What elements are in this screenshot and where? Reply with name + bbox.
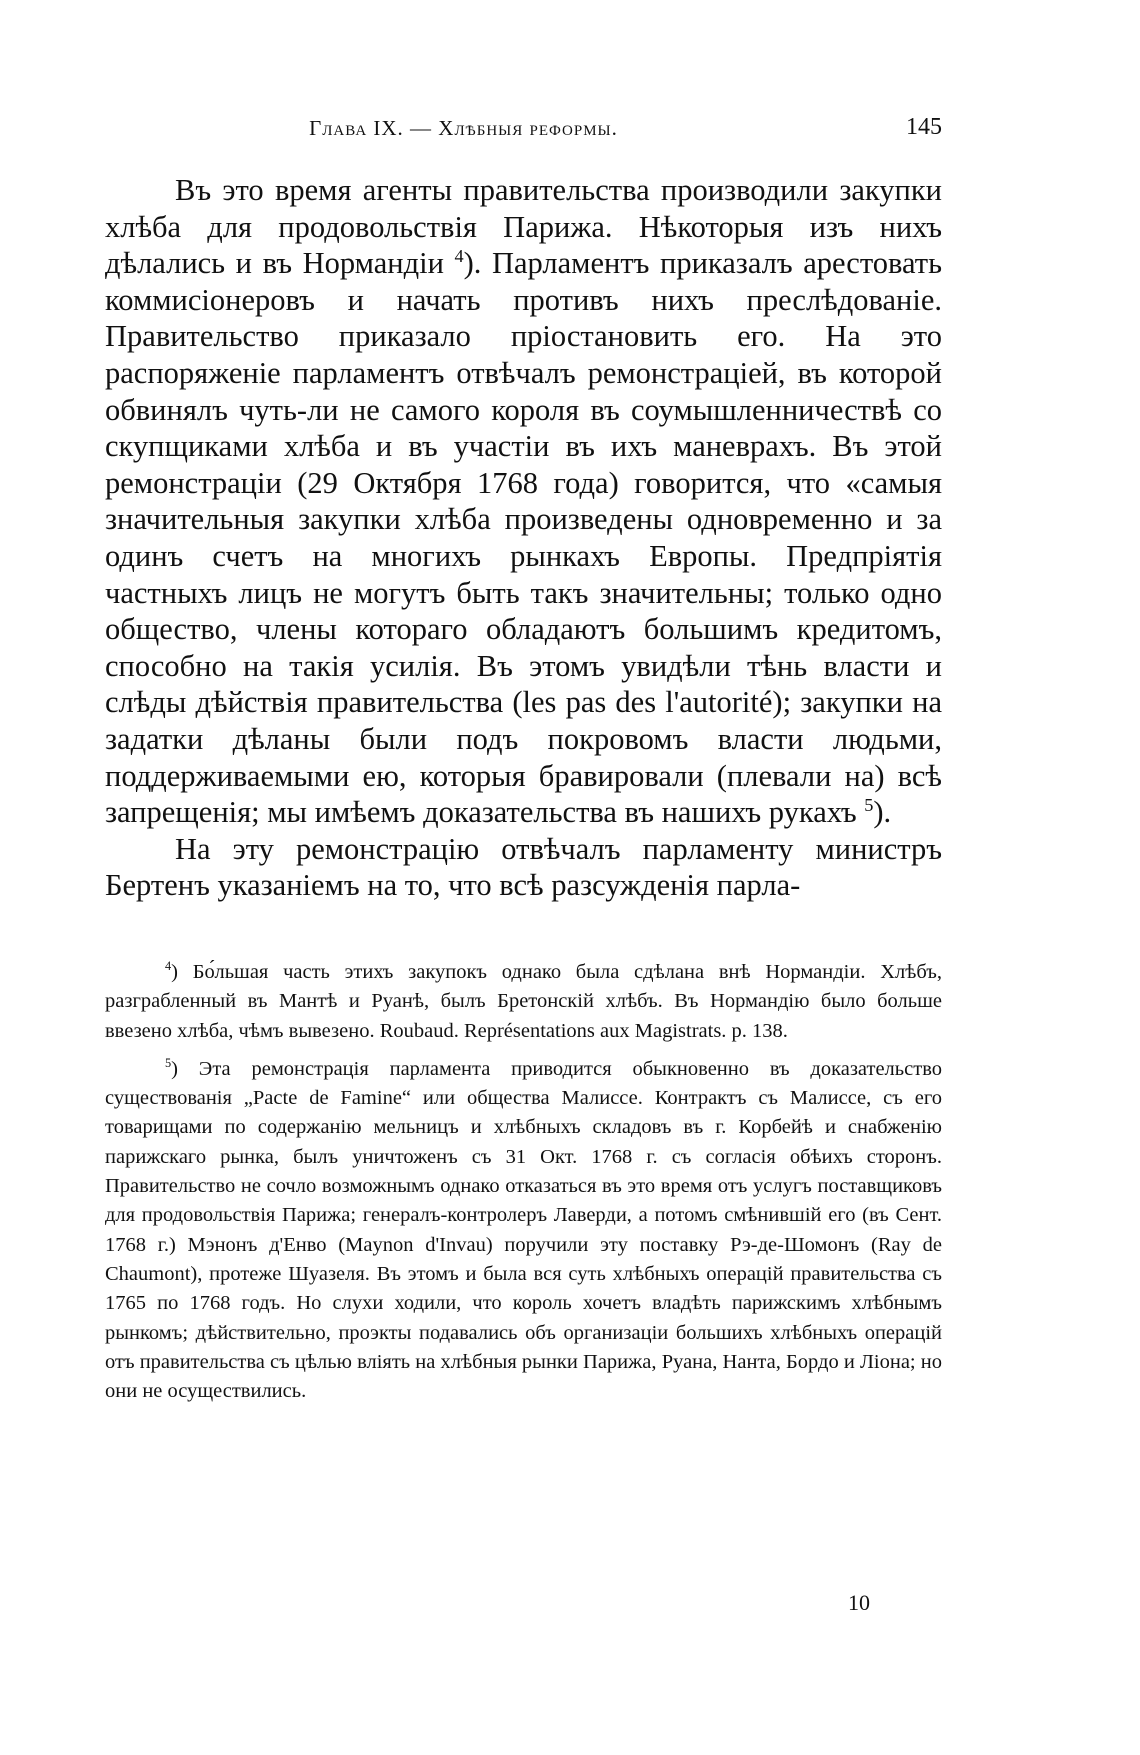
- paragraph-text: ).: [873, 795, 892, 830]
- footnote-ref-4: 4: [454, 246, 464, 267]
- footnotes: [105, 958, 942, 1406]
- main-text: [105, 172, 942, 904]
- footnote-5: [105, 1055, 942, 1407]
- paragraph-text: Въ это время агенты правительства производили закупки хлѣба для продовольствія Парижа. Нѣкоторыя изъ нихъ дѣлались и въ Нормандіи: [105, 173, 942, 281]
- footnote-ref-5: 5: [864, 794, 874, 815]
- running-head: Глава IX. — Хлѣбныя реформы.: [309, 116, 618, 140]
- paragraph-text: ). Парламентъ приказалъ арестовать коммисіонеровъ и начать противъ нихъ преслѣдованіе. Правительство приказало пріостановить его. На это распоряженіе парламентъ отвѣчалъ ремонстраціей, въ которой обвинялъ чуть-ли не самого короля въ соумышленничествѣ со скупщиками хлѣба и въ участіи въ ихъ маневрахъ. Въ этой ремонстраціи (29 Октября 1768 года) говорится, что «самыя значительныя закупки хлѣба произведены одновременно и за одинъ счетъ на многихъ рынкахъ Европы. Предпріятія частныхъ лицъ не могутъ быть такъ значительны; только одно общество, члены котораго обладаютъ большимъ кредитомъ, способно на такія усилія. Въ этомъ увидѣли тѣнь власти и слѣды дѣйствія правительства (les pas des l'autorité); закупки на задатки дѣланы были подъ покровомъ власти людьми, поддерживаемыми ею, которыя бравировали (плевали на) всѣ запрещенія; мы имѣемъ доказательства въ нашихъ рукахъ: [105, 246, 942, 830]
- footnote-mark: 4: [165, 959, 172, 974]
- page-header: [105, 112, 942, 148]
- footnote-mark: 5: [165, 1056, 172, 1071]
- signature-mark: 10: [848, 1590, 870, 1615]
- footnote-text: ) Бо́льшая часть этихъ закупокъ однако была сдѣлана внѣ Нормандіи. Хлѣбъ, разграбленный въ Мантѣ и Руанѣ, былъ Бретонскій хлѣбъ. Въ Нормандію было больше ввезено хлѣба, чѣмъ вывезено. Roubaud. Représentations aux Magistrats. p. 138.: [105, 961, 942, 1042]
- page-number: 145: [906, 114, 942, 140]
- footnote-text: ) Эта ремонстрація парламента приводится обыкновенно въ доказательство существованія „Pacte de Famine“ или общества Малиссе. Контрактъ съ Малиссе, съ его товарищами по содержанію мельницъ и хлѣбныхъ складовъ въ г. Корбейѣ и снабженію парижскаго рынка, былъ уничтоженъ съ 31 Окт. 1768 г. съ согласія обѣихъ сторонъ. Правительство не сочло возможнымъ однако отказаться въ это время отъ услугъ поставщиковъ для продовольствія Парижа; генералъ-контролеръ Лаверди, а потомъ смѣнившій его (въ Сент. 1768 г.) Мэнонъ д'Енво (Maynon d'Invau) поручили эту поставку Рэ-де-Шомонъ (Ray de Chaumont), протеже Шуазеля. Въ этомъ и была вся суть хлѣбныхъ операцій правительства съ 1765 по 1768 годъ. Но слухи ходили, что король хочетъ владѣть парижскимъ хлѣбнымъ рынкомъ; дѣйствительно, проэкты подавались объ организаціи большихъ хлѣбныхъ операцій отъ правительства съ цѣлью вліять на хлѣбныя рынки Парижа, Руана, Нанта, Бордо и Ліона; но они не осуществились.: [105, 1057, 942, 1403]
- footnote-4: [105, 958, 942, 1046]
- paragraph: [105, 172, 942, 831]
- paragraph: На эту ремонстрацію отвѣчалъ парламенту министръ Бертенъ указаніемъ на то, что всѣ разсужденія парла-: [105, 831, 942, 903]
